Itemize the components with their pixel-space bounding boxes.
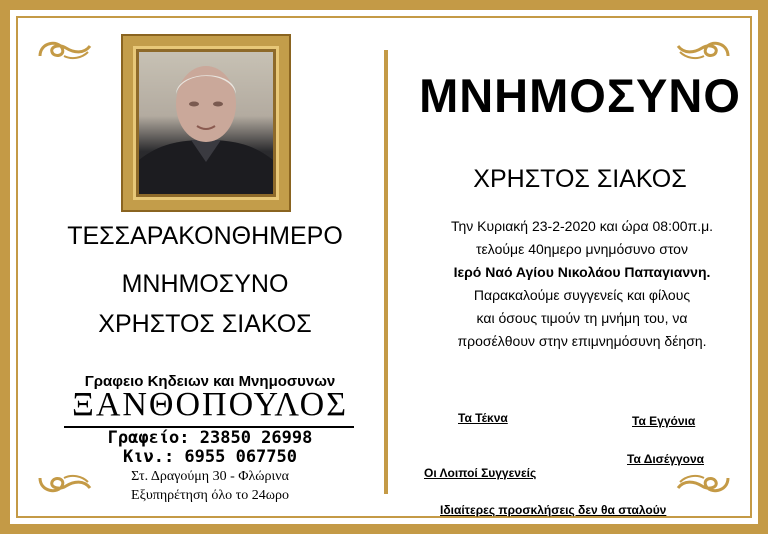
church-name: Ιερό Ναό Αγίου Νικολάου Παπαγιαννη. (453, 264, 711, 280)
office-phone: Γραφείο: 23850 26998 (107, 428, 313, 448)
memorial-title: ΜΝΗΜΟΣΥΝΟ (419, 69, 741, 122)
announcement-text (402, 215, 762, 353)
signature-grandchildren: Τα Εγγόνια (632, 414, 696, 428)
gold-divider (384, 50, 388, 494)
gold-scroll-ornament-icon (676, 472, 732, 498)
signature-relatives: Οι Λοιποί Συγγενείς (424, 466, 537, 480)
funeral-home-name: ΞΑΝΘΟΠΟΥΛΟΣ (71, 386, 349, 423)
memorial-subtitle: ΜΝΗΜΟΣΥΝΟ (121, 270, 289, 298)
memorial-type-title: ΤΕΣΣΑΡΑΚΟΝΘΗΜΕΡΟ (67, 222, 343, 250)
funeral-home-address: Στ. Δραγούμη 30 - Φλώρινα (131, 469, 289, 484)
deceased-name: ΧΡΗΣΤΟΣ ΣΙΑΚΟΣ (98, 310, 312, 338)
photo-frame (123, 36, 289, 210)
announcement-line: τελούμε 40ημερο μνημόσυνο στον (476, 241, 688, 257)
announcement-line: προσέλθουν στην επιμνημόσυνη δέηση. (457, 333, 707, 349)
deceased-name-right: ΧΡΗΣΤΟΣ ΣΙΑΚΟΣ (473, 165, 687, 193)
service-hours: Εξυπηρέτηση όλο το 24ωρο (131, 488, 289, 503)
announcement-line: και όσους τιμούν τη μνήμη του, να (476, 310, 688, 326)
gold-scroll-ornament-icon (676, 36, 732, 62)
funeral-home-label: Γραφειο Κηδειων και Μνημοσυνων (84, 373, 336, 390)
announcement-line: Παρακαλούμε συγγενείς και φίλους (473, 287, 691, 303)
announcement-line: Την Κυριακή 23-2-2020 και ώρα 08:00π.μ. (450, 218, 714, 234)
mobile-phone: Κιν.: 6955 067750 (123, 447, 297, 467)
no-invitations-note: Ιδιαίτερες προσκλήσεις δεν θα σταλούν (440, 503, 667, 517)
gold-scroll-ornament-icon (36, 36, 92, 62)
signature-great-grandchildren: Τα Δισέγγονα (627, 452, 705, 466)
portrait-photo-icon (139, 52, 273, 194)
portrait-photo (139, 52, 273, 194)
signature-children: Τα Τέκνα (458, 411, 508, 425)
